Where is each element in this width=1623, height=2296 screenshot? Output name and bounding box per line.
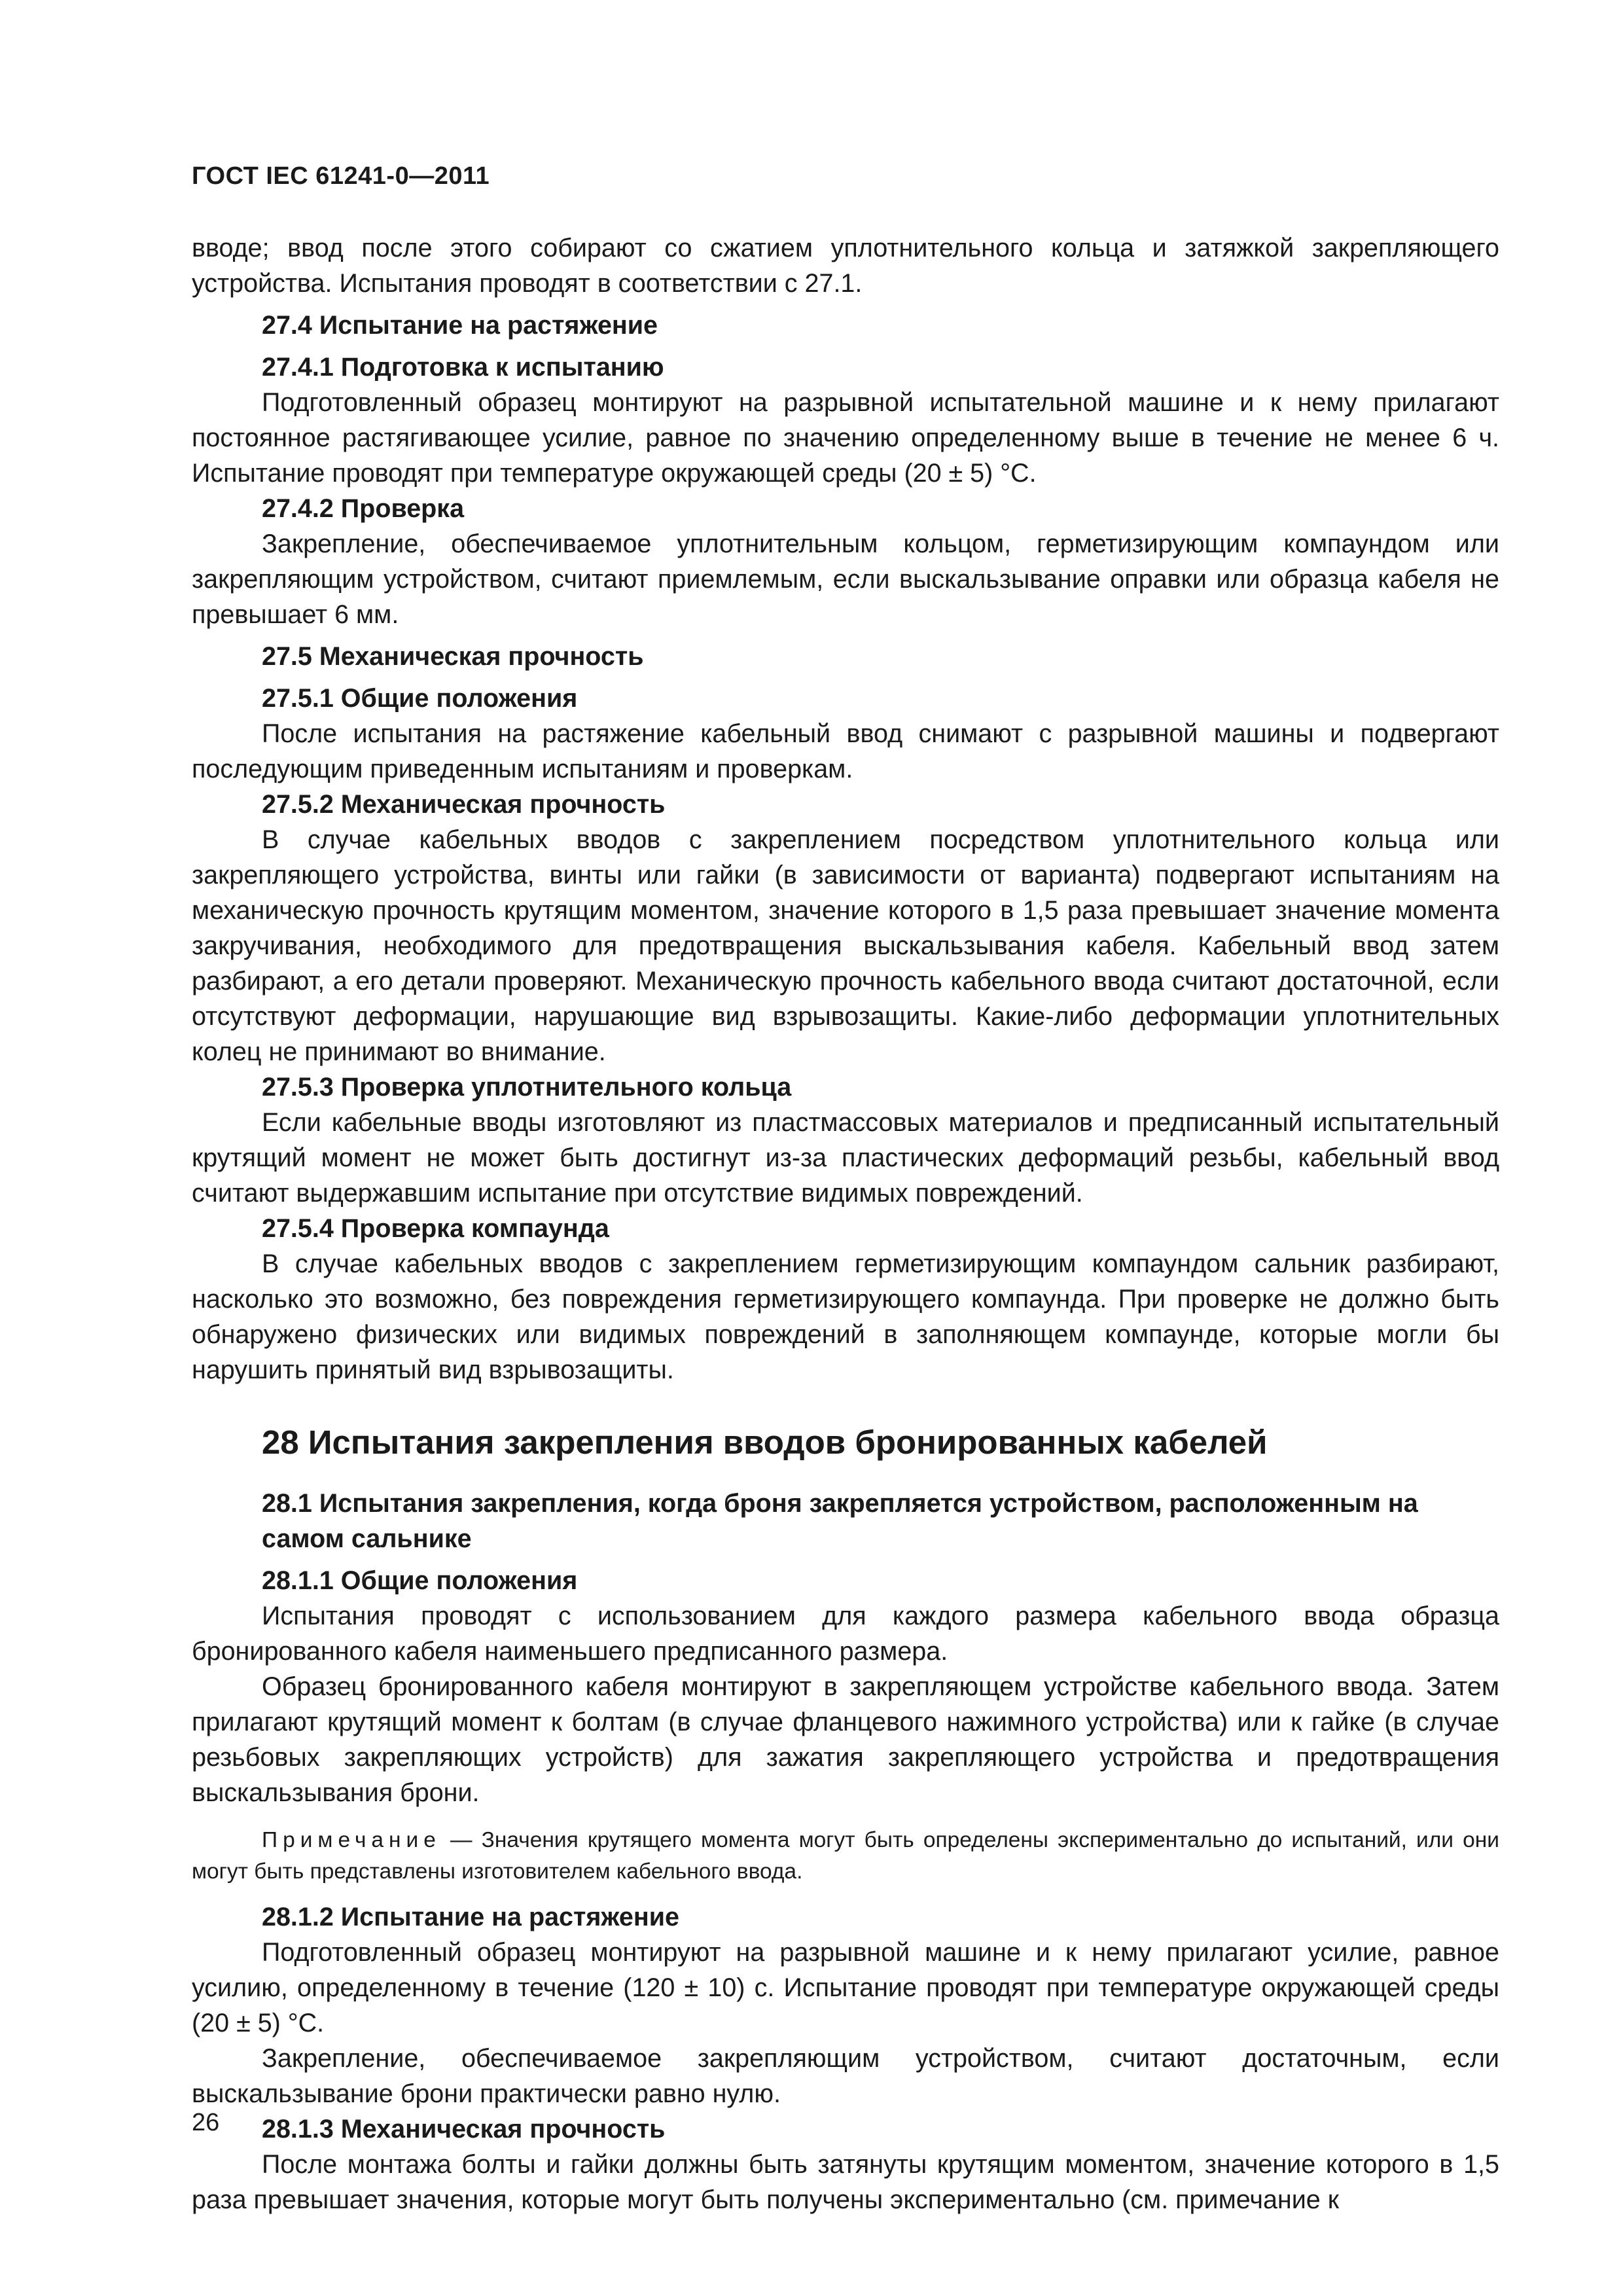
section-heading-28-1-2: 28.1.2 Испытание на растяжение xyxy=(262,1903,679,1931)
paragraph-27-5-3: Если кабельные вводы изготовляют из пластмассовых материалов и предписанный испытательный крутящий момент не может быть достигнут из-за пластических деформаций резьбы, кабельный ввод считают выдержавшим испытание при отсутствие видимых повреждений. xyxy=(192,1108,1499,1208)
note-label: Примечание xyxy=(262,1828,441,1852)
document-header: ГОСТ IEC 61241-0—2011 xyxy=(192,162,490,190)
section-heading-27-4: 27.4 Испытание на растяжение xyxy=(262,311,658,340)
section-heading-28-1-3: 28.1.3 Механическая прочность xyxy=(262,2115,666,2144)
section-heading-27-5-4: 27.5.4 Проверка компаунда xyxy=(262,1214,609,1243)
paragraph-27-5-1: После испытания на растяжение кабельный ввод снимают с разрывной машины и подвергают последующим приведенным испытаниям и проверкам. xyxy=(192,719,1499,783)
section-heading-28-1: 28.1 Испытания закрепления, когда броня закрепляется устройством, расположенным на самом сальнике xyxy=(262,1489,1418,1553)
paragraph-27-4-1: Подготовленный образец монтируют на разрывной испытательной машине и к нему прилагают постоянное растягивающее усилие, равное по значению определенному выше в течение не менее 6 ч. Испытание проводят при температуре окружающей среды (20 ± 5) °С. xyxy=(192,388,1499,488)
paragraph-28-1-1-a: Испытания проводят с использованием для каждого размера кабельного ввода образца бронированного кабеля наименьшего предписанного размера. xyxy=(192,1602,1499,1666)
section-heading-27-4-1: 27.4.1 Подготовка к испытанию xyxy=(262,353,664,382)
paragraph-27-4-2: Закрепление, обеспечиваемое уплотнительным кольцом, герметизирующим компаундом или закрепляющим устройством, считают приемлемым, если выскальзывание оправки или образца кабеля не превышает 6 мм. xyxy=(192,529,1499,629)
intro-paragraph: вводе; ввод после этого собирают со сжатием уплотнительного кольца и затяжкой закрепляющего устройства. Испытания проводят в соответствии с 27.1. xyxy=(192,234,1499,298)
paragraph-27-5-4: В случае кабельных вводов с закреплением герметизирующим компаундом сальник разбирают, насколько это возможно, без повреждения герметизирующего компаунда. При проверке не должно быть обнаружено физических или видимых повреждений в заполняющем компаунде, которые могли бы нарушить принятый вид взрывозащиты. xyxy=(192,1249,1499,1384)
paragraph-28-1-1-b: Образец бронированного кабеля монтируют в закрепляющем устройстве кабельного ввода. Затем прилагают крутящий момент к болтам (в случае фланцевого нажимного устройства) или к гайке (в случае резьбовых закрепляющих устройств) для зажатия закрепляющего устройства и предотвращения выскальзывания брони. xyxy=(192,1672,1499,1807)
section-heading-28: 28 Испытания закрепления вводов бронированных кабелей xyxy=(262,1424,1268,1461)
section-heading-27-5-2: 27.5.2 Механическая прочность xyxy=(262,790,666,819)
section-heading-27-5-1: 27.5.1 Общие положения xyxy=(262,684,578,713)
paragraph-28-1-2-b: Закрепление, обеспечиваемое закрепляющим устройством, считают достаточным, если выскальзывание брони практически равно нулю. xyxy=(192,2044,1499,2108)
paragraph-27-5-2: В случае кабельных вводов с закреплением посредством уплотнительного кольца или закрепляющего устройства, винты или гайки (в зависимости от варианта) подвергают испытаниям на механическую прочность крутящим моментом, значение которого в 1,5 раза превышает значение момента закручивания, необходимого для предотвращения выскальзывания кабеля. Кабельный ввод затем разбирают, а его детали проверяют. Механическую прочность кабельного ввода считают достаточной, если отсутствуют деформации, нарушающие вид взрывозащиты. Какие-либо деформации уплотнительных колец не принимают во внимание. xyxy=(192,825,1499,1066)
page-content xyxy=(192,230,1499,2217)
note xyxy=(192,1825,1499,1888)
section-heading-28-1-1: 28.1.1 Общие положения xyxy=(262,1566,578,1595)
note-text: — Значения крутящего момента могут быть определены экспериментально до испытаний, или они могут быть представлены изготовителем кабельного ввода. xyxy=(192,1828,1499,1884)
paragraph-28-1-2-a: Подготовленный образец монтируют на разрывной машине и к нему прилагают усилие, равное усилию, определенному в течение (120 ± 10) с. Испытание проводят при температуре окружающей среды (20 ± 5) °С. xyxy=(192,1938,1499,2037)
section-heading-27-4-2: 27.4.2 Проверка xyxy=(262,494,465,523)
paragraph-28-1-3: После монтажа болты и гайки должны быть затянуты крутящим моментом, значение которого в 1,5 раза превышает значения, которые могут быть получены экспериментально (см. примечание к xyxy=(192,2150,1499,2214)
section-heading-27-5: 27.5 Механическая прочность xyxy=(262,642,644,671)
section-heading-27-5-3: 27.5.3 Проверка уплотнительного кольца xyxy=(262,1073,792,1102)
page-number: 26 xyxy=(192,2109,220,2136)
